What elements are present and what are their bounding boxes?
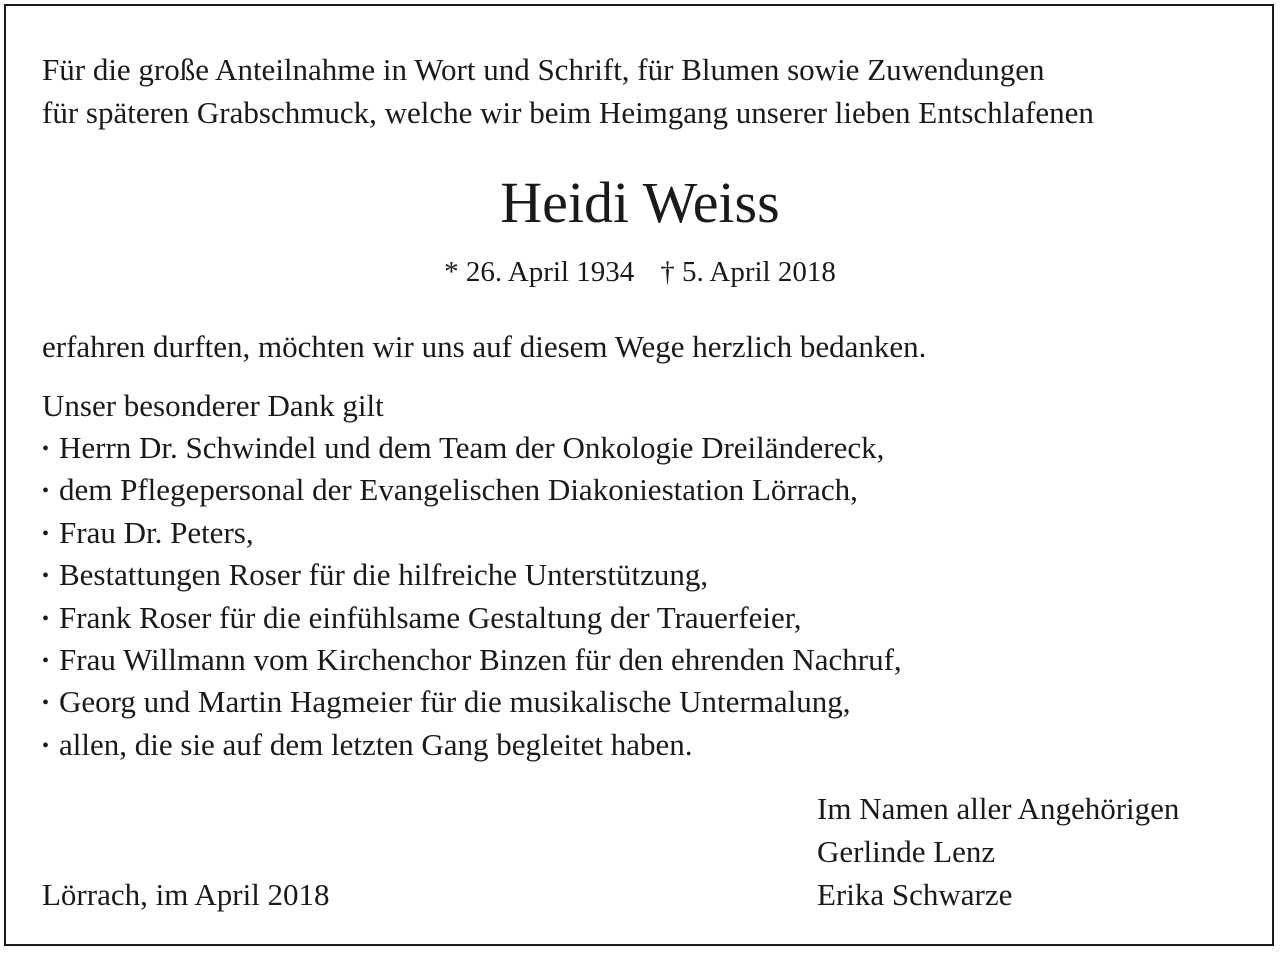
bullet-icon: •	[42, 522, 50, 545]
intro-line-1: Für die große Anteilnahme in Wort und Schrift, für Blumen sowie Zuwendungen	[42, 52, 1045, 87]
list-item: • Herrn Dr. Schwindel und dem Team der Onkologie Dreiländereck,	[42, 430, 885, 465]
signature-block	[817, 791, 1179, 920]
deceased-name: Heidi Weiss	[500, 170, 780, 235]
list-item: • Georg und Martin Hagmeier für die musikalische Untermalung,	[42, 684, 851, 720]
bullet-icon: •	[42, 438, 50, 460]
list-item: • Bestattungen Roser für die hilfreiche Unterstützung,	[42, 557, 709, 593]
continuation-text: erfahren durften, möchten wir uns auf diesem Wege herzlich bedanken.	[42, 329, 927, 364]
list-item: • Frank Roser für die einfühlsame Gestaltung der Trauerfeier,	[42, 599, 802, 635]
list-item: • Frau Willmann vom Kirchenchor Binzen für den ehrenden Nachruf,	[42, 641, 902, 677]
signature-line-family: Im Namen aller Angehörigen	[817, 791, 1180, 826]
birth-date: * 26. April 1934	[444, 256, 635, 288]
bullet-icon: •	[42, 607, 50, 630]
thanks-heading: Unser besonderer Dank gilt	[42, 388, 384, 423]
list-item: • Frau Dr. Peters,	[42, 514, 254, 550]
bullet-icon: •	[42, 480, 50, 503]
list-item: • dem Pflegepersonal der Evangelischen Diakoniestation Lörrach,	[42, 472, 858, 508]
bullet-icon: •	[42, 565, 50, 588]
bullet-icon: •	[42, 734, 50, 757]
death-date: † 5. April 2018	[660, 256, 836, 288]
list-item: • allen, die sie auf dem letzten Gang begleitet haben.	[42, 726, 693, 762]
signature-name-2: Erika Schwarze	[817, 877, 1013, 912]
intro-line-2: für späteren Grabschmuck, welche wir beim Heimgang unserer lieben Entschlafenen	[42, 95, 1094, 130]
thanks-list	[42, 430, 902, 769]
place-date: Lörrach, im April 2018	[42, 877, 330, 912]
life-dates	[0, 255, 1280, 289]
bullet-icon: •	[42, 649, 50, 672]
signature-name-1: Gerlinde Lenz	[817, 834, 996, 869]
bullet-icon: •	[42, 692, 50, 715]
